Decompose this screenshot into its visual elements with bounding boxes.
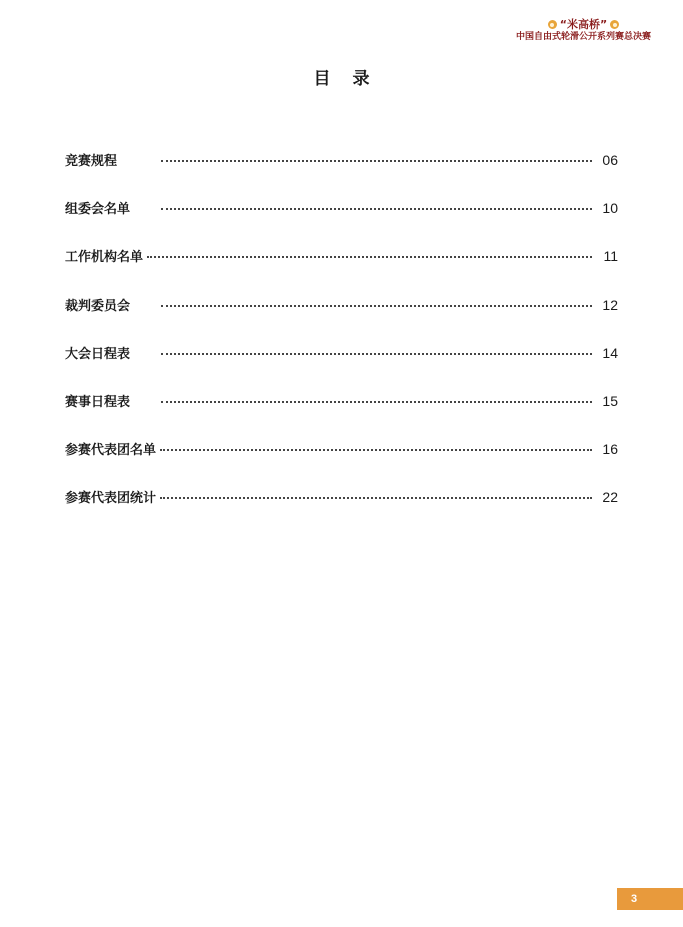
toc-entry-delegation-statistics[interactable] — [65, 487, 618, 535]
toc-entry-label: 赛事日程表 — [65, 394, 131, 410]
dot-leader — [160, 497, 592, 499]
toc-entry-conference-schedule[interactable] — [65, 343, 618, 391]
toc-entry-page: 14 — [602, 344, 618, 361]
toc-entry-event-schedule[interactable] — [65, 391, 618, 439]
dot-leader — [161, 401, 592, 403]
toc-entry-label: 组委会名单 — [65, 202, 131, 218]
table-of-contents — [65, 150, 618, 536]
dot-leader — [160, 449, 592, 451]
toc-entry-page: 22 — [602, 489, 618, 506]
toc-entry-referee-committee[interactable] — [65, 295, 618, 343]
toc-entry-delegation-list[interactable] — [65, 439, 618, 487]
toc-entry-label: 竞赛规程 — [65, 154, 118, 169]
toc-entry-page: 15 — [602, 392, 618, 409]
toc-entry-label: 工作机构名单 — [65, 250, 144, 266]
toc-entry-label: 参赛代表团统计 — [65, 491, 157, 507]
toc-entry-page: 11 — [603, 248, 618, 265]
dot-leader — [147, 256, 592, 258]
toc-entry-page: 10 — [602, 200, 618, 217]
toc-entry-rules[interactable] — [65, 150, 618, 198]
dot-leader — [161, 353, 592, 355]
brand-line — [516, 18, 651, 31]
toc-entry-page: 16 — [602, 441, 618, 458]
toc-entry-organizing-committee[interactable] — [65, 198, 618, 246]
medal-icon — [610, 20, 619, 29]
toc-entry-label: 参赛代表团名单 — [65, 443, 157, 459]
brand-name: “米高桥” — [559, 18, 608, 31]
toc-entry-working-bodies[interactable] — [65, 246, 618, 294]
dot-leader — [161, 305, 592, 307]
medal-icon — [548, 20, 557, 29]
header-brand — [516, 18, 651, 43]
dot-leader — [161, 160, 592, 162]
toc-entry-label: 裁判委员会 — [65, 298, 131, 314]
toc-entry-label: 大会日程表 — [65, 346, 131, 362]
page-title: 目 录 — [313, 69, 378, 89]
dot-leader — [161, 208, 592, 210]
brand-subtitle: 中国自由式轮滑公开系列赛总决赛 — [515, 32, 651, 42]
toc-entry-page: 06 — [602, 152, 618, 168]
toc-entry-page: 12 — [602, 296, 618, 313]
page-number-badge: 3 — [617, 888, 683, 910]
